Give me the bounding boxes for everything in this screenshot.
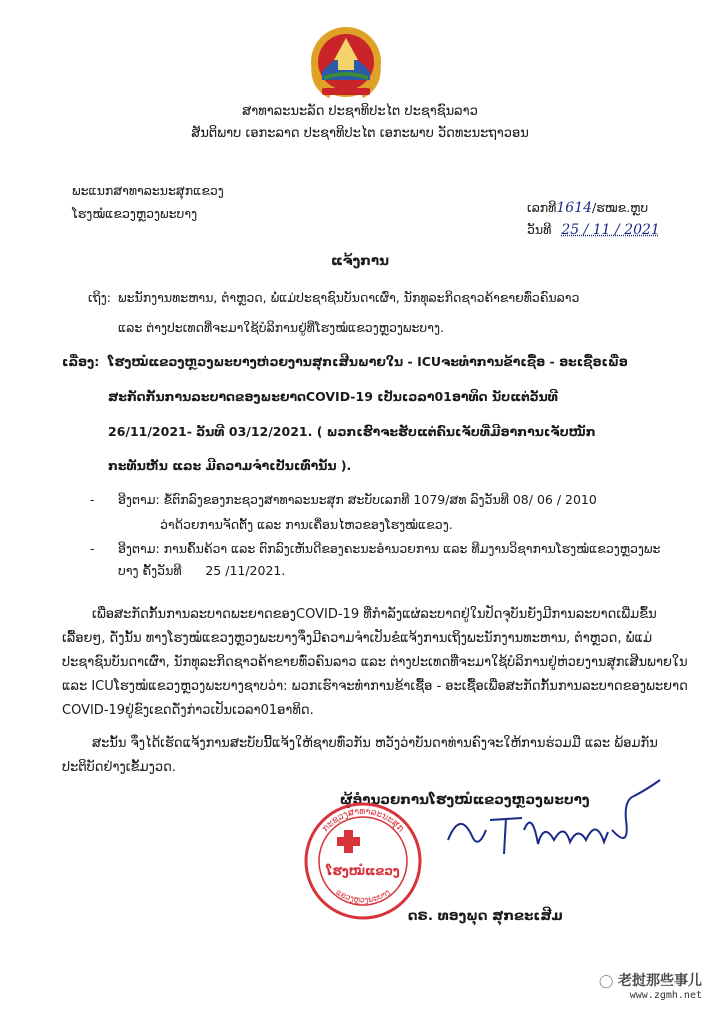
subject-line-2: ສະກັດກັ້ນການລະບາດຂອງພະຍາດCOVID-19 ເປັນເວລາ01ອາທິດ ນັບແຕ່ວັນທີ: [108, 389, 559, 404]
subject-label: ເລື່ອງ:: [62, 354, 100, 369]
to-line-2: ແລະ ຕ່າງປະເທດທີ່ຈະມາໃຊ້ບໍລິການຢູ່ທີ່ໂຮງໝໍແຂວງຫຼວງພະບາງ.: [118, 320, 444, 335]
motto-heading: ສັນຕິພາບ ເອກະລາດ ປະຊາທິປະໄຕ ເອກະພາບ ວັດທະນະຖາວອນ: [191, 126, 529, 141]
closing-line-1: ສະນັ້ນ ຈຶ່ງໄດ້ເຮັດແຈ້ງການສະບັບນີ້ແຈ້ງໃຫ້ຊາບທົ່ວກັນ ຫວັງວ່າບັນດາທ່ານຄົງຈະໃຫ້ການຮ່ວມມື ແລະ ພ້ອມກັນ: [92, 736, 658, 751]
stamp-bottom-text: ແຂວງຫຼວງພະບາງ: [334, 887, 392, 905]
to-line-1: ພະນັກງານທະຫານ, ຕຳຫຼວດ, ພໍ່ແມ່ປະຊາຊົນບັນດາເຜົ່າ, ນັກທຸລະກິດຊາວຄ້າຂາຍທົ່ວຄົນລາວ: [118, 290, 580, 305]
national-emblem-icon: [308, 22, 384, 102]
sender-hospital: ໂຮງໝໍແຂວງຫຼວງພະບາງ: [72, 206, 198, 221]
subject-line-3: 26/11/2021- ວັນທີ 03/12/2021. ( ພວກເຮົາຈະຮັບແຕ່ຄົນເຈັບທີ່ມີອາການເຈັບໜັກ: [108, 424, 596, 439]
closing-line-2: ປະຕິບັດຢ່າງເຂັ້ມງວດ.: [62, 760, 176, 775]
ref-1-line-1: ອີງຕາມ: ຂໍ້ຕົກລົງຂອງກະຊວງສາທາລະນະສຸກ ສະບັບເລກທີ 1079/ສທ ລົງວັນທີ 08/ 06 / 2010: [118, 492, 597, 507]
subject-line-1: ໂຮງໝໍແຂວງຫຼວງພະບາງຫ່ວຍງານສຸກເສີນພາຍໃນ - ICUຈະທຳການຂ້າເຊື້ອ - ອະເຊື້ອເພື່ອ: [108, 354, 628, 369]
country-heading: ສາທາລະນະລັດ ປະຊາທິປະໄຕ ປະຊາຊົນລາວ: [242, 104, 478, 119]
reference-date: [527, 222, 660, 238]
reference-number-value: 1614: [556, 200, 593, 216]
ref-1-line-2: ວ່າດ້ວຍການຈັດຕັ້ງ ແລະ ການເຄື່ອນໄຫວຂອງໂຮງໝໍແຂວງ.: [160, 517, 453, 532]
stamp-top-text: ກະຊວງສາທາລະນະສຸກ: [320, 806, 406, 835]
to-label: ເຖິງ:: [88, 290, 111, 305]
reference-number-suffix: /ຮໝຂ.ຫຼບ: [592, 200, 649, 215]
body-line-1: ເພື່ອສະກັດກັ້ນການລະບາດພະຍາດຂອງCOVID-19 ທີ່ກຳລັງແຜ່ລະບາດຢູ່ໃນປັດຈຸບັນຍັງມີການລະບາດເພີ່ມຂຶ້ນ: [92, 607, 657, 622]
watermark-brand: 老挝那些事儿: [618, 973, 702, 989]
signature-handwriting-text: [470, 836, 471, 837]
reference-date-label: ວັນທີ: [527, 222, 552, 237]
watermark: [599, 970, 702, 1001]
watermark-url: www.zgmh.net: [629, 990, 702, 1001]
svg-text:ແຂວງຫຼວງພະບາງ: [334, 888, 391, 906]
signature-role: ຜູ້ອຳນວຍການໂຮງໝໍແຂວງຫຼວງພະບາງ: [340, 792, 590, 808]
ref-2-line-2: ບາງ ຄັ້ງວັນທີ 25 /11/2021.: [118, 563, 286, 578]
sender-department: ພະແນກສາທາລະນະສຸກແຂວງ: [72, 183, 224, 198]
handwritten-signature: [420, 770, 670, 880]
wechat-icon: ◯: [598, 974, 618, 989]
ref-2-line-1: ອີງຕາມ: ການຄົ້ນຄ້ວາ ແລະ ຕົກລົງເຫັນດີຂອງຄະນະອຳນວຍການ ແລະ ທີມງານວິຊາການໂຮງໝໍແຂວງຫຼວງພະ: [118, 541, 661, 556]
reference-number: [527, 200, 648, 216]
document-title: ແຈ້ງການ: [330, 253, 390, 269]
ref-2-bullet: -: [90, 541, 95, 556]
subject-line-4: ກະທັນຫັນ ແລະ ມີຄວາມຈຳເປັນເທົ່ານັ້ນ ).: [108, 458, 352, 473]
body-line-4: ແລະ ICUໂຮງໝໍແຂວງຫຼວງພະບາງຊາບວ່າ: ພວກເຮົາຈະທຳການຂ້າເຊື້ອ - ອະເຊື້ອເພື່ອສະກັດກັ້ນການລະບາດຂອງພະຍາດ: [62, 679, 688, 694]
ref-1-bullet: -: [90, 492, 95, 507]
reference-date-value: 25 / 11 / 2021: [561, 222, 660, 238]
signatory-name: ດຣ. ທອງພຸດ ສຸກຂະເສີມ: [408, 908, 563, 924]
body-line-3: ປະຊາຊົນບັນດາເຜົ່າ, ນັກທຸລະກິດຊາວຄ້າຂາຍທົ່ວຄົນລາວ ແລະ ຕ່າງປະເທດທີ່ຈະມາໃຊ້ບໍລິການຢູ່ຫ່ວຍງານສຸກເສີນພາຍໃນ: [62, 655, 688, 670]
stamp-center-text: ໂຮງໝໍແຂວງ: [326, 864, 400, 878]
reference-number-label: ເລກທີ: [527, 200, 557, 215]
official-stamp: [302, 800, 424, 922]
body-line-2: ເລື້ອຍໆ, ດັ່ງນັ້ນ ທາງໂຮງໝໍແຂວງຫຼວງພະບາງຈຶ່ງມີຄວາມຈຳເປັນຂໍແຈ້ງການເຖິງພະນັກງານທະຫານ, ຕຳຫຼວດ, ພໍ່ແມ່: [62, 631, 653, 646]
body-line-5: COVID-19ຢູ່ຂົງເຂດດັ່ງກ່າວເປັນເວລາ01ອາທິດ.: [62, 703, 314, 718]
